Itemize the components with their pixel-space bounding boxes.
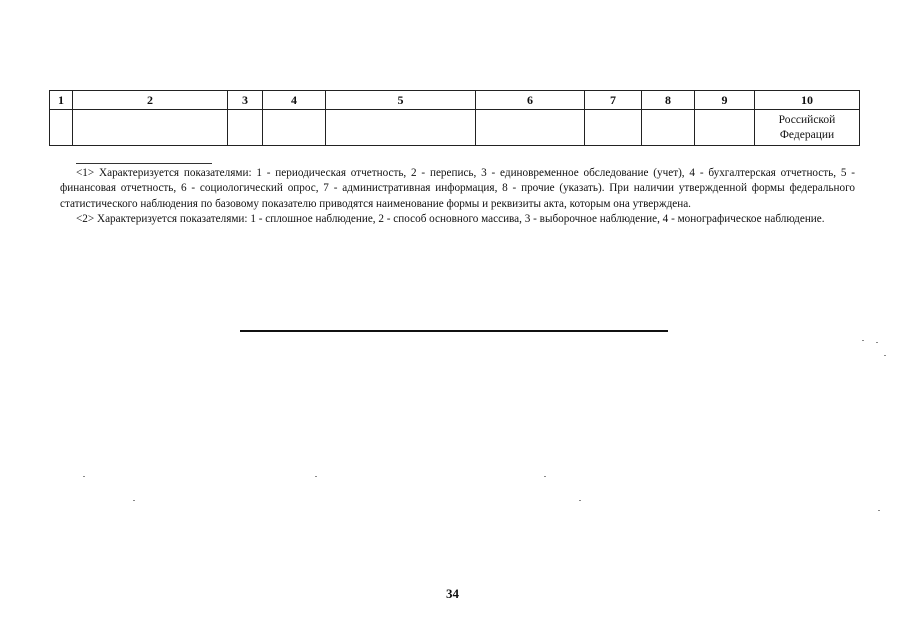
page-number: 34	[446, 586, 459, 601]
header-cell-3: 3	[228, 91, 263, 110]
header-cell-9: 9	[695, 91, 755, 110]
header-cell-8: 8	[642, 91, 695, 110]
header-cell-4: 4	[263, 91, 326, 110]
table-cell	[476, 110, 585, 146]
scan-speck	[133, 500, 135, 501]
end-of-section-rule	[240, 330, 668, 332]
scan-speck	[315, 476, 317, 477]
table-cell	[263, 110, 326, 146]
table-cell	[585, 110, 642, 146]
header-cell-2: 2	[73, 91, 228, 110]
header-cell-1: 1	[50, 91, 73, 110]
header-cell-5: 5	[326, 91, 476, 110]
table-cell	[326, 110, 476, 146]
header-cell-6: 6	[476, 91, 585, 110]
table-cell-federation	[755, 110, 860, 146]
scan-speck	[878, 510, 880, 511]
scan-speck	[876, 342, 878, 343]
header-cell-10: 10	[755, 91, 860, 110]
federation-line-2: Федерации	[779, 128, 835, 141]
table-cell	[228, 110, 263, 146]
scan-speck	[579, 500, 581, 501]
footnote-1: <1> Характеризуется показателями: 1 - периодическая отчетность, 2 - перепись, 3 - единовременное обследование (учет), 4 - бухгалтерская отчетность, 5 - финансовая отчетность, 6 - социологический опрос, 7 - административная информация, 8 - прочие (указать). При наличии утвержденной формы федерального статистического наблюдения по базовому показателю приводятся наименование формы и реквизиты акта, которым она утверждена.	[60, 167, 855, 210]
footnote-separator	[76, 163, 212, 164]
table-cell	[50, 110, 73, 146]
header-cell-7: 7	[585, 91, 642, 110]
table-cell	[695, 110, 755, 146]
indicator-table	[49, 90, 860, 146]
scan-speck	[862, 340, 864, 341]
scan-speck	[544, 476, 546, 477]
footnotes	[60, 166, 855, 228]
scan-speck	[83, 476, 85, 477]
table-cell	[642, 110, 695, 146]
federation-line-1: Российской	[778, 113, 836, 126]
scan-speck	[884, 355, 886, 356]
table-header-row	[50, 91, 860, 110]
table-row	[50, 110, 860, 146]
footnote-2: <2> Характеризуется показателями: 1 - сплошное наблюдение, 2 - способ основного массива, 3 - выборочное наблюдение, 4 - монографическое наблюдение.	[76, 213, 825, 226]
table-cell	[73, 110, 228, 146]
